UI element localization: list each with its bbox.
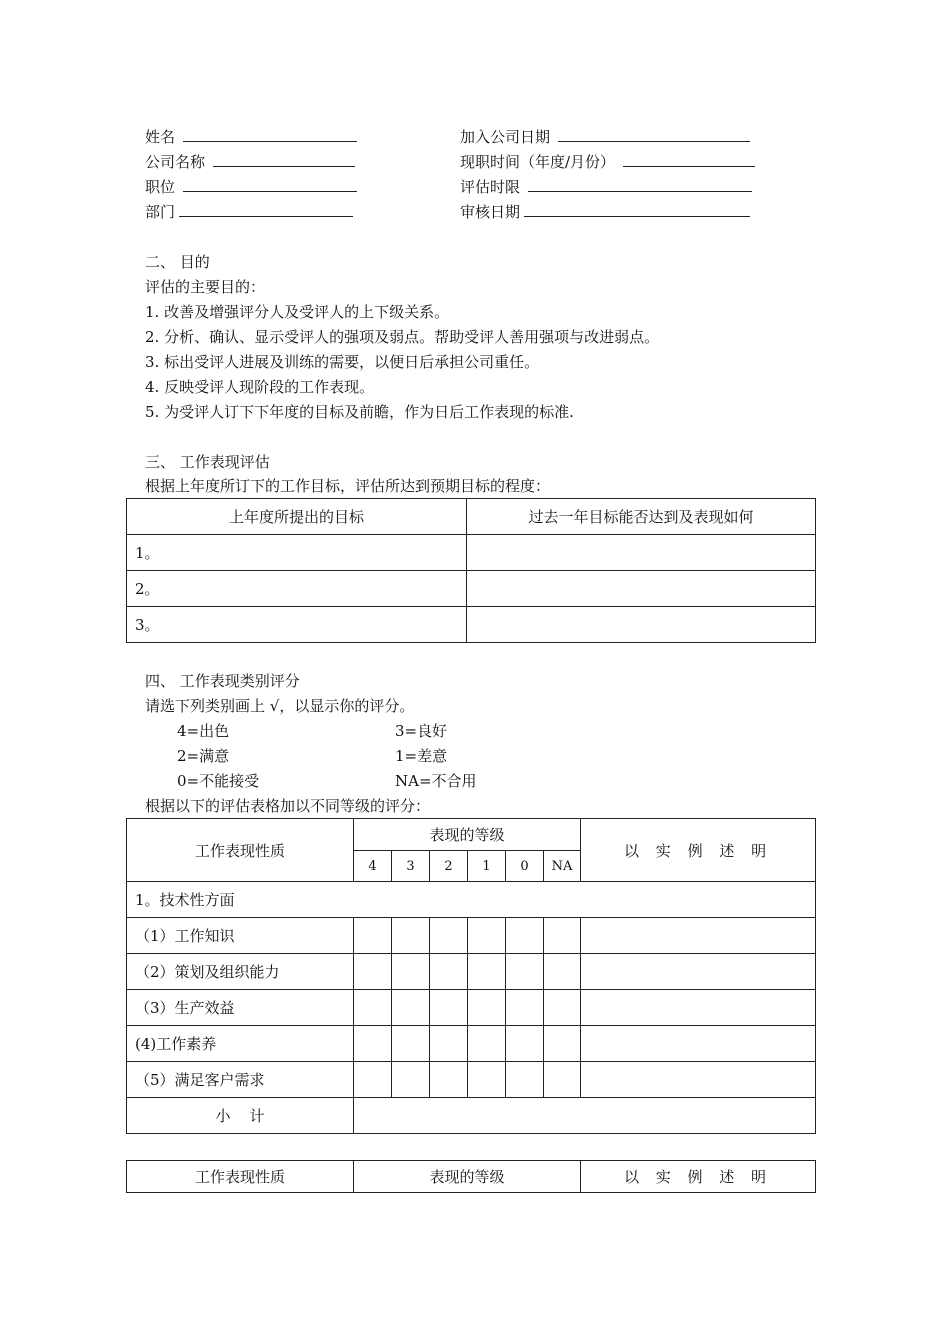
table-row bbox=[127, 607, 816, 643]
join-date-input-line[interactable] bbox=[558, 127, 750, 142]
table-row bbox=[127, 1026, 816, 1062]
grade-cell[interactable] bbox=[544, 918, 581, 954]
goals-table bbox=[126, 498, 816, 643]
grade-cell[interactable] bbox=[354, 954, 392, 990]
section3-heading: 三、 工作表现评估 bbox=[145, 453, 270, 471]
rating-table-2 bbox=[126, 1160, 816, 1193]
review-date-field[interactable] bbox=[460, 202, 750, 222]
table-row bbox=[127, 990, 816, 1026]
rating-table-header bbox=[127, 819, 816, 851]
grade-label: 2 bbox=[430, 851, 468, 882]
grade-cell[interactable] bbox=[468, 1026, 506, 1062]
name-field[interactable] bbox=[145, 127, 357, 147]
legend-item: 4=出色 bbox=[177, 722, 230, 740]
tenure-field[interactable] bbox=[460, 152, 755, 172]
criterion-label: （5）满足客户需求 bbox=[127, 1062, 354, 1098]
grade-cell[interactable] bbox=[392, 918, 430, 954]
company-field[interactable] bbox=[145, 152, 355, 172]
goals-header-result: 过去一年目标能否达到及表现如何 bbox=[467, 499, 816, 535]
grade-label: 0 bbox=[506, 851, 544, 882]
join-date-field[interactable] bbox=[460, 127, 750, 147]
col-example-header: 以 实 例 述 明 bbox=[581, 819, 816, 882]
grade-cell[interactable] bbox=[430, 1062, 468, 1098]
tenure-input-line[interactable] bbox=[623, 152, 755, 167]
goal-cell[interactable]: 1。 bbox=[127, 535, 467, 571]
rating-table-2-header bbox=[127, 1161, 816, 1193]
category-label: 1。技术性方面 bbox=[127, 882, 816, 918]
legend-item: 2=满意 bbox=[177, 747, 230, 765]
legend-item: 3=良好 bbox=[395, 722, 448, 740]
table-row bbox=[127, 954, 816, 990]
section4-intro: 请选下列类别画上 √，以显示你的评分。 bbox=[145, 697, 415, 715]
col-nature-header: 工作表现性质 bbox=[127, 819, 354, 882]
grade-cell[interactable] bbox=[430, 918, 468, 954]
grade-cell[interactable] bbox=[354, 918, 392, 954]
department-label: 部门 bbox=[145, 203, 176, 221]
grade-cell[interactable] bbox=[354, 990, 392, 1026]
section4-heading: 四、 工作表现类别评分 bbox=[145, 672, 300, 690]
legend-item: 1=差意 bbox=[395, 747, 448, 765]
col-grade-header: 表现的等级 bbox=[354, 819, 581, 851]
name-input-line[interactable] bbox=[183, 127, 357, 142]
grade-cell[interactable] bbox=[430, 990, 468, 1026]
purpose-item: 1. 改善及增强评分人及受评人的上下级关系。 bbox=[145, 303, 450, 321]
section2-heading: 二、 目的 bbox=[145, 253, 210, 271]
review-date-label: 审核日期 bbox=[460, 203, 521, 221]
goal-result-cell[interactable] bbox=[467, 607, 816, 643]
grade-cell[interactable] bbox=[354, 1062, 392, 1098]
table-row bbox=[127, 1062, 816, 1098]
criterion-label: （1）工作知识 bbox=[127, 918, 354, 954]
grade-cell[interactable] bbox=[392, 1062, 430, 1098]
table-row bbox=[127, 918, 816, 954]
join-date-label: 加入公司日期 bbox=[460, 128, 551, 146]
purpose-item: 4. 反映受评人现阶段的工作表现。 bbox=[145, 378, 375, 396]
legend-item: 0=不能接受 bbox=[177, 772, 260, 790]
criterion-label: （3）生产效益 bbox=[127, 990, 354, 1026]
grade-label: 3 bbox=[392, 851, 430, 882]
position-input-line[interactable] bbox=[183, 177, 357, 192]
grade-cell[interactable] bbox=[392, 954, 430, 990]
purpose-item: 3. 标出受评人进展及训练的需要，以便日后承担公司重任。 bbox=[145, 353, 540, 371]
grade-cell[interactable] bbox=[468, 1062, 506, 1098]
example-cell[interactable] bbox=[581, 1062, 816, 1098]
grade-cell[interactable] bbox=[468, 990, 506, 1026]
table-row bbox=[127, 571, 816, 607]
period-label: 评估时限 bbox=[460, 178, 521, 196]
department-input-line[interactable] bbox=[179, 202, 353, 217]
table-row bbox=[127, 535, 816, 571]
grade-label: 4 bbox=[354, 851, 392, 882]
department-field[interactable] bbox=[145, 202, 353, 222]
grade-cell[interactable] bbox=[468, 954, 506, 990]
grade-cell[interactable] bbox=[544, 1026, 581, 1062]
section2-intro: 评估的主要目的： bbox=[145, 278, 266, 296]
purpose-item: 5. 为受评人订下下年度的目标及前瞻，作为日后工作表现的标准. bbox=[145, 403, 574, 421]
position-label: 职位 bbox=[145, 178, 176, 196]
example-cell[interactable] bbox=[581, 990, 816, 1026]
criterion-label: (4)工作素养 bbox=[127, 1026, 354, 1062]
grade-cell[interactable] bbox=[506, 918, 544, 954]
grade-cell[interactable] bbox=[392, 1026, 430, 1062]
criterion-label: （2）策划及组织能力 bbox=[127, 954, 354, 990]
tenure-label: 现职时间（年度/月份） bbox=[460, 153, 616, 171]
category-row bbox=[127, 882, 816, 918]
goal-cell[interactable]: 3。 bbox=[127, 607, 467, 643]
grade-label: NA bbox=[544, 851, 581, 882]
subtotal-label: 小 计 bbox=[127, 1098, 354, 1134]
grade-cell[interactable] bbox=[506, 990, 544, 1026]
goal-result-cell[interactable] bbox=[467, 571, 816, 607]
grade-cell[interactable] bbox=[468, 918, 506, 954]
position-field[interactable] bbox=[145, 177, 357, 197]
grade-cell[interactable] bbox=[544, 990, 581, 1026]
grade-cell[interactable] bbox=[506, 1026, 544, 1062]
grade-cell[interactable] bbox=[430, 954, 468, 990]
example-cell[interactable] bbox=[581, 918, 816, 954]
grade-label: 1 bbox=[468, 851, 506, 882]
rating-table-intro: 根据以下的评估表格加以不同等级的评分： bbox=[145, 797, 431, 815]
company-label: 公司名称 bbox=[145, 153, 206, 171]
legend-item: NA=不合用 bbox=[395, 772, 477, 790]
subtotal-cell[interactable] bbox=[354, 1098, 816, 1134]
grade-cell[interactable] bbox=[544, 1062, 581, 1098]
grade-cell[interactable] bbox=[506, 954, 544, 990]
grade-cell[interactable] bbox=[544, 954, 581, 990]
goal-cell[interactable]: 2。 bbox=[127, 571, 467, 607]
period-input-line[interactable] bbox=[528, 177, 752, 192]
purpose-item: 2. 分析、确认、显示受评人的强项及弱点。帮助受评人善用强项与改进弱点。 bbox=[145, 328, 660, 346]
grade-cell[interactable] bbox=[354, 1026, 392, 1062]
goal-result-cell[interactable] bbox=[467, 535, 816, 571]
name-label: 姓名 bbox=[145, 128, 176, 146]
example-cell[interactable] bbox=[581, 1026, 816, 1062]
goals-table-header bbox=[127, 499, 816, 535]
period-field[interactable] bbox=[460, 177, 752, 197]
section3-intro: 根据上年度所订下的工作目标，评估所达到预期目标的程度： bbox=[145, 477, 551, 495]
subtotal-row bbox=[127, 1098, 816, 1134]
example-cell[interactable] bbox=[581, 954, 816, 990]
review-date-input-line[interactable] bbox=[524, 202, 750, 217]
goals-header-target: 上年度所提出的目标 bbox=[127, 499, 467, 535]
grade-cell[interactable] bbox=[430, 1026, 468, 1062]
company-input-line[interactable] bbox=[213, 152, 355, 167]
rating-table bbox=[126, 818, 816, 1134]
grade-cell[interactable] bbox=[506, 1062, 544, 1098]
col-nature-header: 工作表现性质 bbox=[127, 1161, 354, 1193]
col-grade-header: 表现的等级 bbox=[354, 1161, 581, 1193]
grade-cell[interactable] bbox=[392, 990, 430, 1026]
col-example-header: 以 实 例 述 明 bbox=[581, 1161, 816, 1193]
